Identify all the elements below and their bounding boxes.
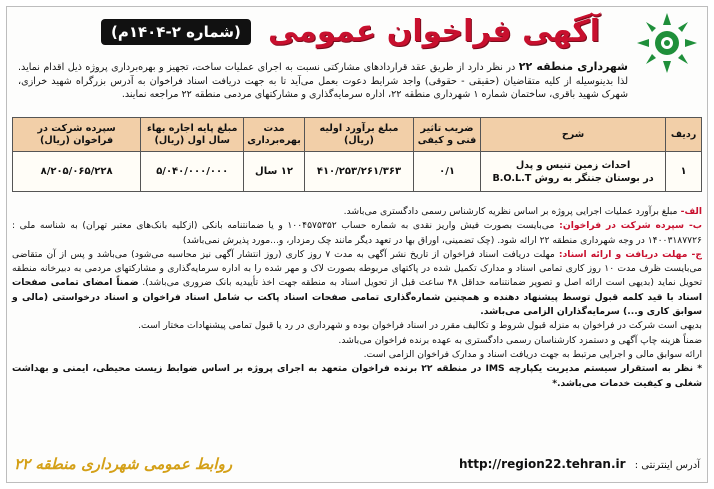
table-header-row: [13, 118, 702, 152]
intro-text: در نظر دارد از طریق عقد قراردادهای مشارکتی نسبت به اجرای عملیات ساخت، تجهیز و بهره‌برداری پروژه ذیل اقدام نماید. لذا بدینوسیله از کلیه متقاضیان (حقیقی - حقوقی) واجد شرایط دعوت بعمل می‌آید تا به جهت دریافت اسناد فراخوان به آدرس بزرگراه شهید خرازی، شهرک شهید باقری، ساختمان شماره ۱ شهرداری منطقه ۲۲، اداره سرمایه‌گذاری و مشارکتهای مردمی منطقه ۲۲ مراجعه نمایند.: [18, 62, 628, 101]
public-relations-signature: روابط عمومی شهرداری منطقه ۲۲: [14, 455, 233, 473]
cell-deposit: ۸/۲۰۵/۰۶۵/۲۲۸: [13, 152, 141, 192]
col-coef: ضریب تاثیر فنی و کیفی: [414, 118, 481, 152]
paragraph-3: ارائه سوابق مالی و اجرایی مرتبط به جهت دریافت اسناد و مدارک فراخوان الزامی است.: [363, 348, 702, 360]
col-duration: مدت بهره‌برداری: [244, 118, 305, 152]
col-row: ردیف: [666, 118, 702, 152]
cell-duration: ۱۲ سال: [244, 152, 305, 192]
announcement-number-badge: (شماره ۲-۱۴۰۴م): [101, 19, 251, 45]
clause-a-text: مبلغ برآورد عملیات اجرایی پروژه بر اساس نظریه کارشناس رسمی دادگستری می‌باشد.: [343, 206, 678, 217]
paragraph-2: ضمناً هزینه چاپ آگهی و دستمزد کارشناسان رسمی دادگستری به عهده برنده فراخوان می‌باشد.: [338, 334, 702, 346]
intro-paragraph: [18, 60, 628, 102]
col-deposit: سپرده شرکت در فراخوان (ریال): [13, 118, 141, 152]
clause-b-text: می‌بایست بصورت فیش واریز نقدی به شماره حساب ۱۰۰۴۵۷۵۳۵۲ و یا ضمانتنامه بانکی (ازکلیه بانک‌های معتبر تهران) به شناسه ملی : ۱۴۰۰۳۱۸۷۷۲۶ در وجه شهرداری منطقه ۲۲ ارائه شود. (چک تضمینی، اوراق بها در تعهد دیگر مانند چک رمزدار، و...مورد پذیرش نمی‌باشد): [12, 220, 702, 246]
ims-note: * نظر به استقرار سیستم مدیریت یکپارچه IMS در منطقه ۲۲ برنده فراخوان متعهد به اجرای پروژه بر اساس ضوابط زیست محیطی، ایمنی و بهداشت شغلی و کیفیت خدمات می‌باشد.*: [12, 363, 702, 389]
col-rent: مبلغ پایه اجاره بهاء سال اول (ریال): [141, 118, 244, 152]
tehran-municipality-logo-icon: [634, 10, 700, 76]
clause-c-label: ج- مهلت دریافت و ارائه اسناد:: [554, 248, 702, 260]
cell-desc-line1: احداث زمین تنیس و پدل: [515, 159, 631, 171]
clause-b-label: ب- سپرده شرکت در فراخوان:: [554, 220, 702, 232]
clause-c: [12, 248, 702, 319]
website-label: آدرس اینترنتی :: [634, 460, 700, 471]
website-line: [459, 457, 700, 471]
clause-b: [12, 219, 702, 248]
cell-rent: ۵/۰۴۰/۰۰۰/۰۰۰: [141, 152, 244, 192]
project-table: [12, 117, 702, 192]
conditions-body: [12, 205, 702, 391]
table-row: [13, 152, 702, 192]
cell-estimate: ۴۱۰/۲۵۳/۲۶۱/۳۶۳: [304, 152, 413, 192]
cell-coef: ۰/۱: [414, 152, 481, 192]
cell-row: ۱: [666, 152, 702, 192]
clause-a-label: الف-: [677, 206, 702, 217]
intro-lead: شهرداری منطقه ۲۲: [518, 60, 628, 73]
clause-c-text: مهلت دریافت اسناد فراخوان از تاریخ نشر آگهی به مدت ۷ روز کاری (روز انتشار آگهی نیز محاسبه می‌شود) می‌باشد و پس از آن متقاضی می‌بایست ظرف مدت ۱۰ روز کاری تمامی اسناد و مدارک تکمیل شده در پاکتهای مربوطه بصورت لاک و مهر شده را به اداره سرمایه‌گذاری و مشارکتهای مردمی به دبیرخانه منطقه تحویل نماید (بدیهی است ارائه اصل و تصویر ضمانتنامه حداقل ۴۸ ساعت قبل از تحویل اسناد به منطقه جهت اخذ تأییدیه بانک ضروری می‌باشد).: [12, 248, 703, 289]
clause-c-bold: ضمناً امضای تمامی صفحات اسناد با قید کلمه قبول توسط پیشنهاد دهنده و همچنین شماره‌گذاری تمامی صفحات اسناد پاکت ب شامل اسناد فراخوان و اسناد درخواستی (مالی و سوابق کاری و...) سرمایه‌گذاران الزامی می‌باشد.: [12, 277, 702, 318]
announcement-title: آگهی فراخوان عمومی: [267, 14, 600, 49]
col-estimate: مبلغ برآورد اولیه (ریال): [304, 118, 413, 152]
website-link[interactable]: http://region22.tehran.ir: [459, 457, 626, 471]
paragraph-1: بدیهی است شرکت در فراخوان به منزله قبول شروط و تکالیف مقرر در اسناد فراخوان بوده و شهرداری در رد یا قبول تمامی پیشنهادات مختار است.: [138, 320, 702, 332]
clause-a: [12, 205, 702, 219]
cell-desc: [481, 152, 666, 192]
headline: [110, 14, 600, 54]
col-desc: شرح: [481, 118, 666, 152]
cell-desc-line2: در بوستان جنتگر به روش B.O.L.T: [492, 172, 654, 184]
